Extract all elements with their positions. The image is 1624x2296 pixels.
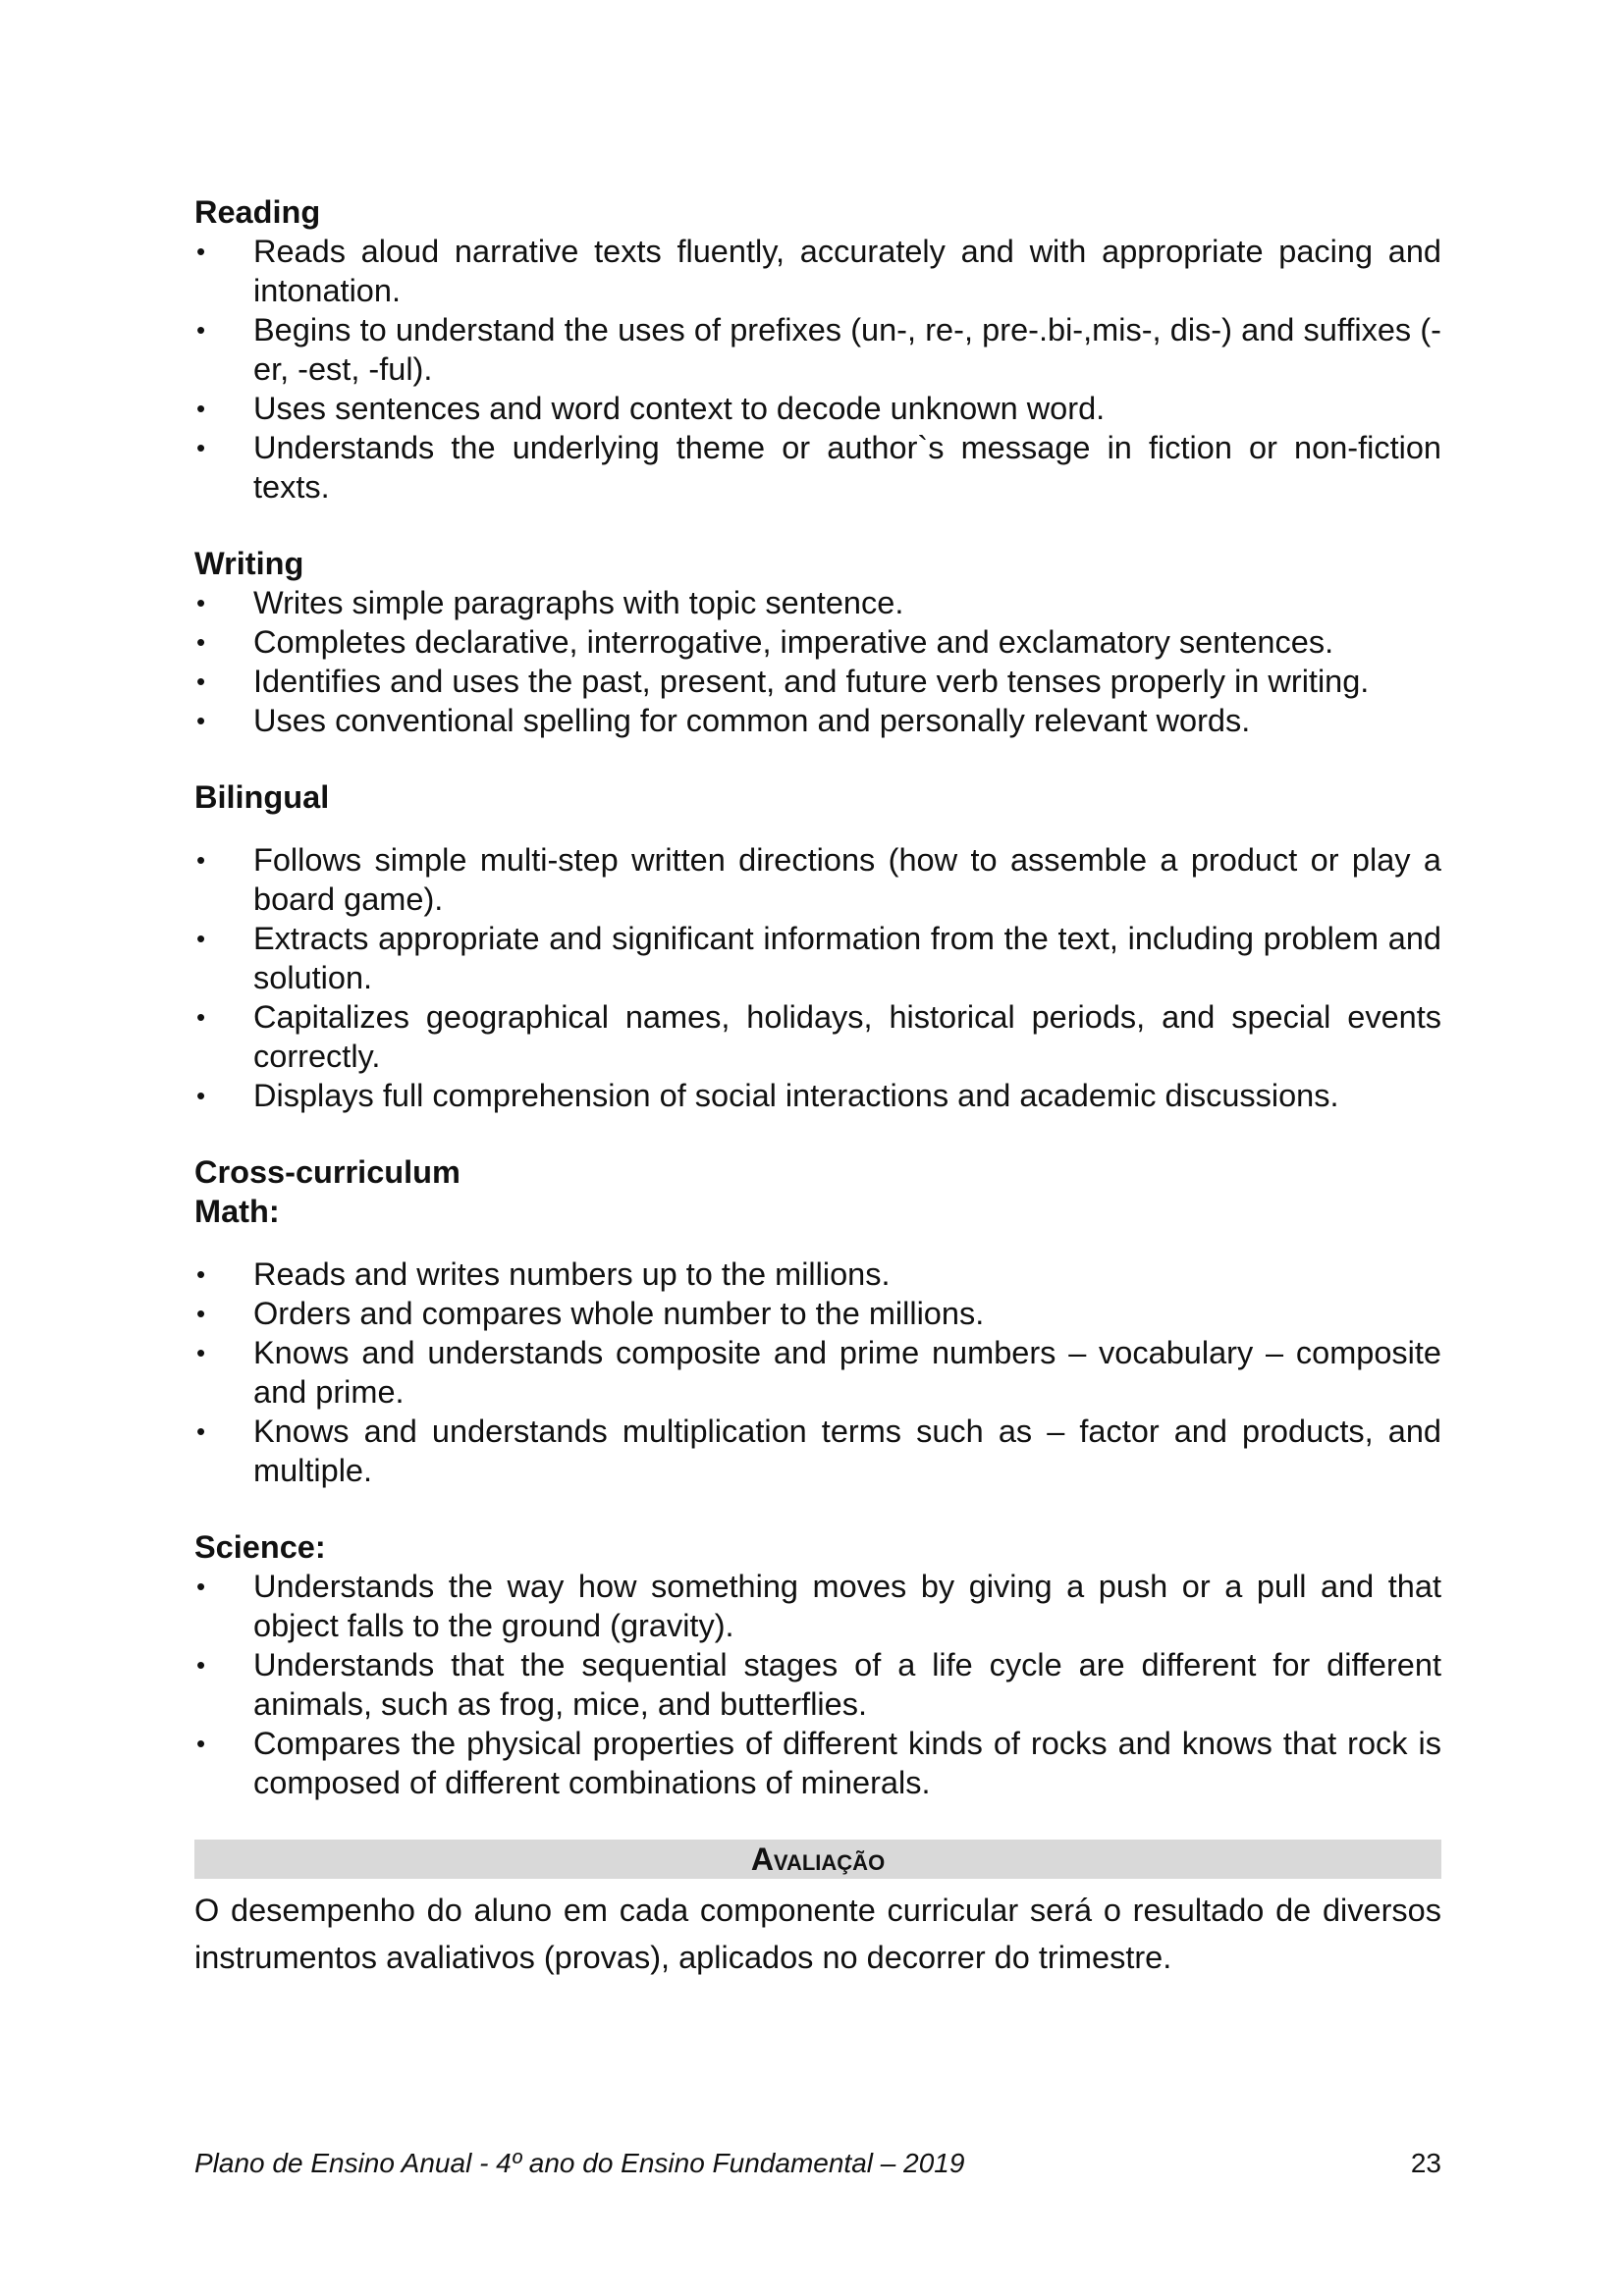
bullet-icon: • — [196, 1729, 206, 1758]
bullet-icon: • — [196, 845, 206, 875]
bullet-icon: • — [196, 588, 206, 617]
section-heading: Reading — [194, 194, 321, 230]
bullet-list — [194, 232, 1441, 507]
bullet-icon: • — [196, 1338, 206, 1367]
section-bilingual — [194, 777, 1441, 1115]
bullet-icon: • — [196, 1416, 206, 1446]
evaluation-heading: Avaliação — [194, 1840, 1441, 1879]
bullet-icon: • — [196, 315, 206, 345]
bullet-icon: • — [196, 1650, 206, 1680]
bullet-icon: • — [196, 237, 206, 266]
list-item: • Knows and understands composite and prime numbers – vocabulary – composite and prime. — [196, 1335, 1441, 1410]
list-item: • Follows simple multi-step written directions (how to assemble a product or play a board game). — [196, 842, 1441, 917]
list-item: • Understands the underlying theme or author`s message in fiction or non-fiction texts. — [196, 430, 1441, 505]
page-number: 23 — [1410, 2148, 1441, 2178]
bullet-icon: • — [196, 1299, 206, 1328]
list-item: • Completes declarative, interrogative, imperative and exclamatory sentences. — [196, 624, 1334, 660]
page-footer — [194, 2148, 1441, 2179]
list-item: • Identifies and uses the past, present, and future verb tenses properly in writing. — [196, 664, 1370, 699]
list-item: • Uses sentences and word context to decode unknown word. — [196, 391, 1106, 426]
bullet-list — [194, 1567, 1441, 1802]
section-heading: Writing — [194, 546, 304, 581]
section-writing — [194, 544, 1441, 740]
bullet-icon: • — [196, 394, 206, 423]
list-item: • Reads and writes numbers up to the millions. — [196, 1256, 891, 1292]
document-body — [194, 192, 1441, 1981]
bullet-icon: • — [196, 433, 206, 462]
list-item: • Understands that the sequential stages of a life cycle are different for different animals, such as frog, mice, and butterflies. — [196, 1647, 1441, 1722]
section-heading: Bilingual — [194, 779, 330, 815]
bullet-list — [194, 583, 1441, 740]
section-science — [194, 1527, 1441, 1802]
bullet-icon: • — [196, 1259, 206, 1289]
section-cross-curriculum — [194, 1152, 1441, 1490]
bullet-icon: • — [196, 1572, 206, 1601]
list-item: • Capitalizes geographical names, holidays, historical periods, and special events correctly. — [196, 999, 1441, 1074]
list-item: • Orders and compares whole number to the millions. — [196, 1296, 985, 1331]
bullet-icon: • — [196, 627, 206, 657]
section-subheading: Math: — [194, 1194, 280, 1229]
bullet-icon: • — [196, 706, 206, 735]
bullet-icon: • — [196, 667, 206, 696]
bullet-list — [194, 840, 1441, 1115]
list-item: • Uses conventional spelling for common and personally relevant words. — [196, 703, 1251, 738]
list-item: • Extracts appropriate and significant information from the text, including problem and solution. — [196, 921, 1441, 995]
list-item: • Begins to understand the uses of prefixes (un-, re-, pre-.bi-,mis-, dis-) and suffixes (-er, -est, -ful). — [196, 312, 1441, 387]
section-reading — [194, 192, 1441, 507]
list-item: • Displays full comprehension of social interactions and academic discussions. — [196, 1078, 1339, 1113]
bullet-list — [194, 1255, 1441, 1490]
evaluation-text: O desempenho do aluno em cada componente curricular será o resultado de diversos instrumentos avaliativos (provas), aplicados no decorrer do trimestre. — [194, 1893, 1441, 1975]
list-item: • Knows and understands multiplication terms such as – factor and products, and multiple. — [196, 1414, 1441, 1488]
bullet-icon: • — [196, 1002, 206, 1032]
bullet-icon: • — [196, 924, 206, 953]
section-heading: Cross-curriculum — [194, 1154, 460, 1190]
list-item: • Reads aloud narrative texts fluently, accurately and with appropriate pacing and intonation. — [196, 234, 1441, 308]
section-heading: Science: — [194, 1529, 326, 1565]
bullet-icon: • — [196, 1081, 206, 1110]
list-item: • Compares the physical properties of different kinds of rocks and knows that rock is composed of different combinations of minerals. — [196, 1726, 1441, 1800]
footer-title: Plano de Ensino Anual - 4º ano do Ensino Fundamental – 2019 — [194, 2148, 965, 2178]
list-item: • Writes simple paragraphs with topic sentence. — [196, 585, 904, 620]
list-item: • Understands the way how something moves by giving a push or a pull and that object falls to the ground (gravity). — [196, 1569, 1441, 1643]
